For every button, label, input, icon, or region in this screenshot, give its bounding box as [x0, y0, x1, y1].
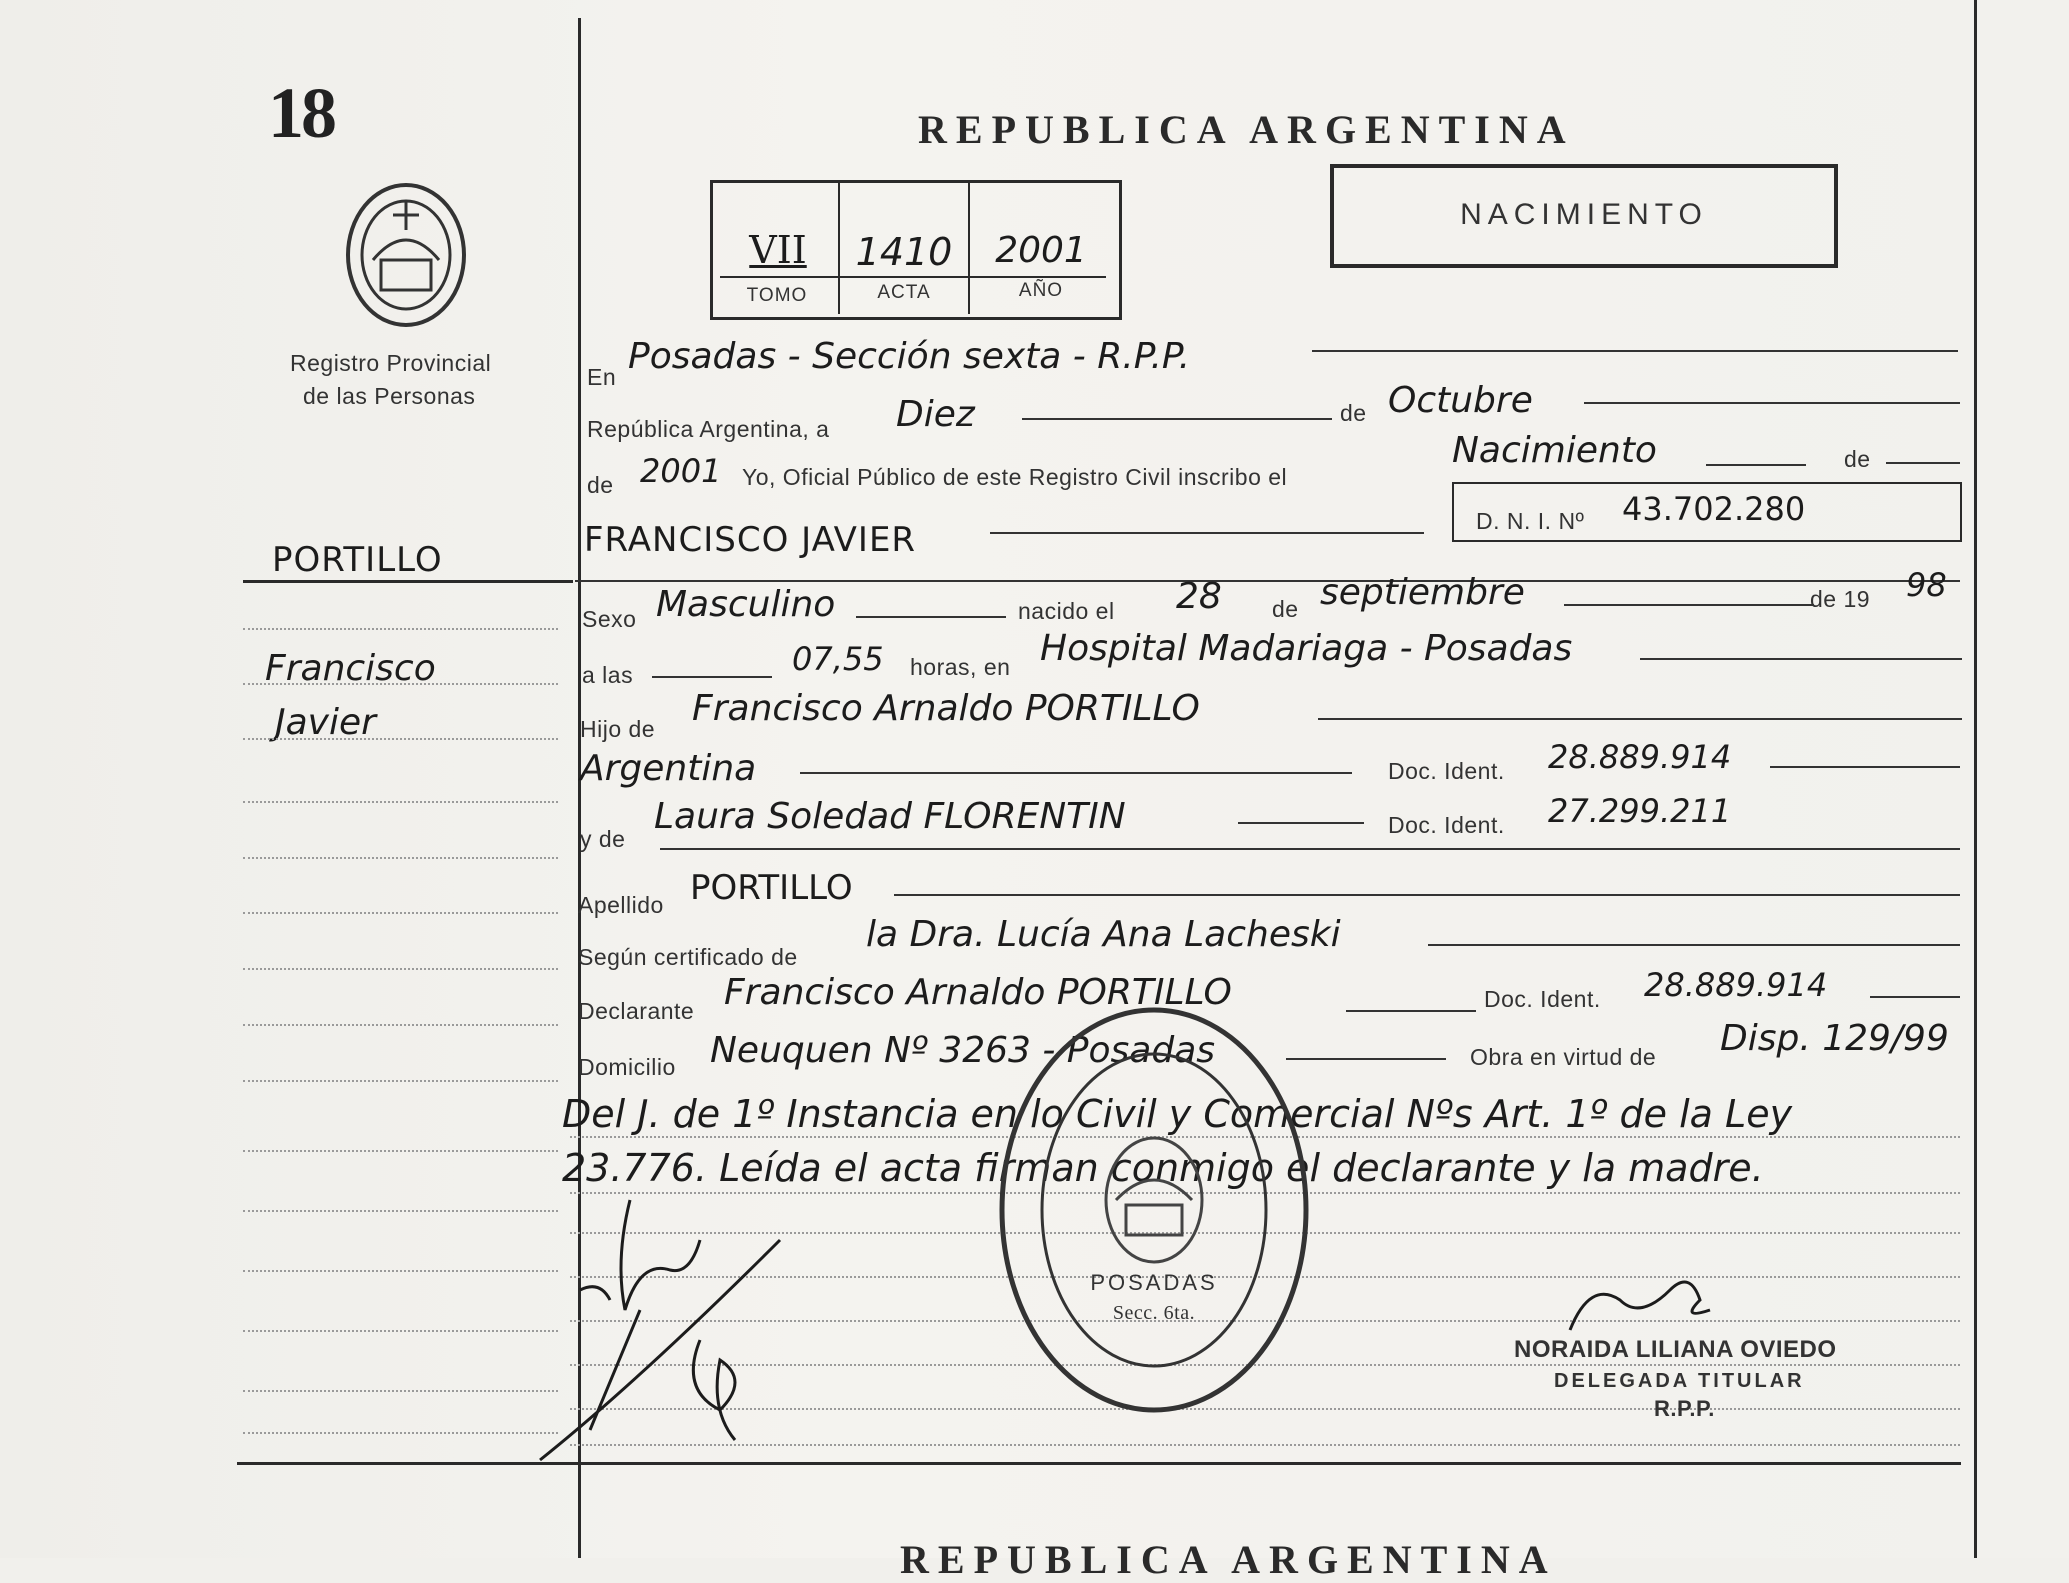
line-mother-doc	[660, 848, 1960, 850]
margin-given-name-1: Francisco	[265, 648, 436, 689]
line-father-doc	[1770, 766, 1960, 768]
label-en: En	[587, 364, 617, 390]
label-hijo: Hijo de	[580, 716, 656, 742]
margin-dotted-line	[243, 912, 558, 914]
value-hospital: Hospital Madariaga - Posadas	[1040, 628, 1573, 669]
value-birth-day: 28	[1176, 576, 1222, 617]
record-value-rule	[720, 276, 1106, 278]
line-month	[1584, 402, 1960, 404]
margin-dotted-line	[243, 1270, 558, 1272]
value-month: Octubre	[1388, 380, 1533, 421]
line-de-end	[1886, 462, 1960, 464]
line-declarant	[1346, 1010, 1476, 1012]
value-declarant-doc: 28.889.914	[1644, 966, 1828, 1004]
line-day	[1022, 418, 1332, 420]
value-place: Posadas - Sección sexta - R.P.P.	[628, 336, 1191, 377]
right-border	[1974, 0, 1977, 1558]
value-name: FRANCISCO JAVIER	[584, 520, 917, 560]
value-sex: Masculino	[656, 584, 836, 625]
margin-dotted-line	[243, 1024, 558, 1026]
stamp-city: POSADAS	[1090, 1270, 1218, 1295]
bottom-rule	[237, 1462, 1961, 1465]
stamp-ring-icon	[994, 1000, 1314, 1420]
registrar-office: R.P.P.	[1654, 1396, 1715, 1421]
label-republica: República Argentina, a	[587, 416, 830, 442]
line-a-las	[652, 676, 772, 678]
value-disposition: Disp. 129/99	[1720, 1018, 1949, 1059]
label-doc-ident-mother: Doc. Ident.	[1388, 812, 1505, 838]
record-cell-divider	[838, 183, 840, 314]
margin-dotted-line	[243, 801, 558, 803]
line-father	[1318, 718, 1962, 720]
margin-dotted-line	[243, 1080, 558, 1082]
line-declarant-doc	[1870, 996, 1960, 998]
tomo-label: TOMO	[746, 285, 808, 306]
value-doctor: la Dra. Lucía Ana Lacheski	[866, 914, 1341, 955]
margin-dotted-line	[243, 857, 558, 859]
country-title-footer: REPUBLICA ARGENTINA	[900, 1537, 1557, 1582]
value-hour: 07,55	[792, 640, 884, 678]
value-father-nationality: Argentina	[580, 748, 757, 789]
page-number: 18	[268, 73, 334, 153]
line-hospital	[1640, 658, 1962, 660]
registry-name-line1: Registro Provincial	[290, 350, 492, 376]
line-place	[1312, 350, 1958, 352]
margin-dotted-line	[243, 1210, 558, 1212]
stamp-section: Secc. 6ta.	[1112, 1302, 1196, 1324]
value-mother: Laura Soledad FLORENTIN	[654, 796, 1126, 837]
official-stamp	[994, 1000, 1314, 1420]
declarant-signature	[520, 1180, 800, 1470]
label-de-year: de	[587, 472, 614, 498]
value-mother-doc: 27.299.211	[1548, 792, 1732, 830]
label-y-de: y de	[580, 826, 626, 852]
line-birth-month	[1564, 604, 1814, 606]
note-line-2: 23.776. Leída el acta firman conmigo el declarante y la madre.	[562, 1146, 1764, 1190]
acta-value: 1410	[855, 230, 953, 274]
line-name	[990, 532, 1424, 534]
margin-given-name-2: Javier	[275, 702, 376, 743]
label-domicilio: Domicilio	[578, 1054, 676, 1080]
registry-name-line2: de las Personas	[303, 383, 476, 409]
label-horas: horas, en	[910, 654, 1011, 680]
margin-surname-rule	[243, 580, 573, 583]
value-address: Neuquen Nº 3263 - Posadas	[710, 1030, 1216, 1071]
label-obra: Obra en virtud de	[1470, 1044, 1657, 1070]
line-doctor	[1428, 944, 1960, 946]
margin-dotted-line	[243, 1150, 558, 1152]
line-sex	[856, 616, 1006, 618]
value-act: Nacimiento	[1452, 430, 1657, 471]
value-father-doc: 28.889.914	[1548, 738, 1732, 776]
label-nacido: nacido el	[1018, 598, 1115, 624]
label-de-19: de 19	[1810, 586, 1871, 612]
margin-dotted-line	[243, 1390, 558, 1392]
value-year: 2001	[640, 452, 722, 490]
value-birth-month: septiembre	[1320, 572, 1525, 613]
margin-dotted-line	[243, 628, 558, 630]
label-de-mes: de	[1272, 596, 1299, 622]
label-de-end: de	[1844, 446, 1871, 472]
margin-dotted-line	[243, 1432, 558, 1434]
value-surname: PORTILLO	[690, 868, 853, 908]
label-doc-ident-father: Doc. Ident.	[1388, 758, 1505, 784]
anio-label: AÑO	[1018, 280, 1064, 301]
act-type-label: NACIMIENTO	[1460, 198, 1708, 231]
label-doc-ident-declarant: Doc. Ident.	[1484, 986, 1601, 1012]
label-sexo: Sexo	[582, 606, 637, 632]
anio-value: 2001	[995, 230, 1087, 271]
provincial-seal-icon	[343, 180, 469, 330]
line-nationality	[800, 772, 1352, 774]
margin-surname: PORTILLO	[272, 540, 443, 580]
registrar-title: DELEGADA TITULAR	[1554, 1370, 1805, 1392]
margin-dotted-line	[243, 1330, 558, 1332]
value-father: Francisco Arnaldo PORTILLO	[692, 688, 1200, 729]
line-surname	[894, 894, 1960, 896]
full-row-rule	[575, 580, 1960, 582]
label-yo-text: Yo, Oficial Público de este Registro Civil inscribo el	[742, 464, 1288, 490]
value-dni: 43.702.280	[1622, 490, 1806, 528]
margin-dotted-line	[243, 683, 558, 685]
acta-label: ACTA	[877, 282, 931, 303]
label-dni: D. N. I. Nº	[1476, 508, 1585, 534]
margin-dotted-line	[243, 968, 558, 970]
label-apellido: Apellido	[578, 892, 664, 918]
line-act	[1706, 464, 1806, 466]
label-declarante: Declarante	[578, 998, 695, 1024]
value-birth-year: 98	[1906, 566, 1947, 604]
margin-dotted-line	[243, 738, 558, 740]
record-cell-divider	[968, 183, 970, 314]
country-title: REPUBLICA ARGENTINA	[918, 107, 1575, 152]
registrar-name: NORAIDA LILIANA OVIEDO	[1514, 1336, 1837, 1363]
value-day: Diez	[896, 394, 975, 435]
line-mother	[1238, 822, 1364, 824]
label-segun: Según certificado de	[578, 944, 798, 970]
note-line-1: Del J. de 1º Instancia en lo Civil y Comercial Nºs Art. 1º de la Ley	[562, 1092, 1793, 1136]
tomo-value: VII	[749, 228, 807, 272]
value-declarant: Francisco Arnaldo PORTILLO	[724, 972, 1232, 1013]
label-a-las: a las	[582, 662, 634, 688]
label-de-month: de	[1340, 400, 1367, 426]
